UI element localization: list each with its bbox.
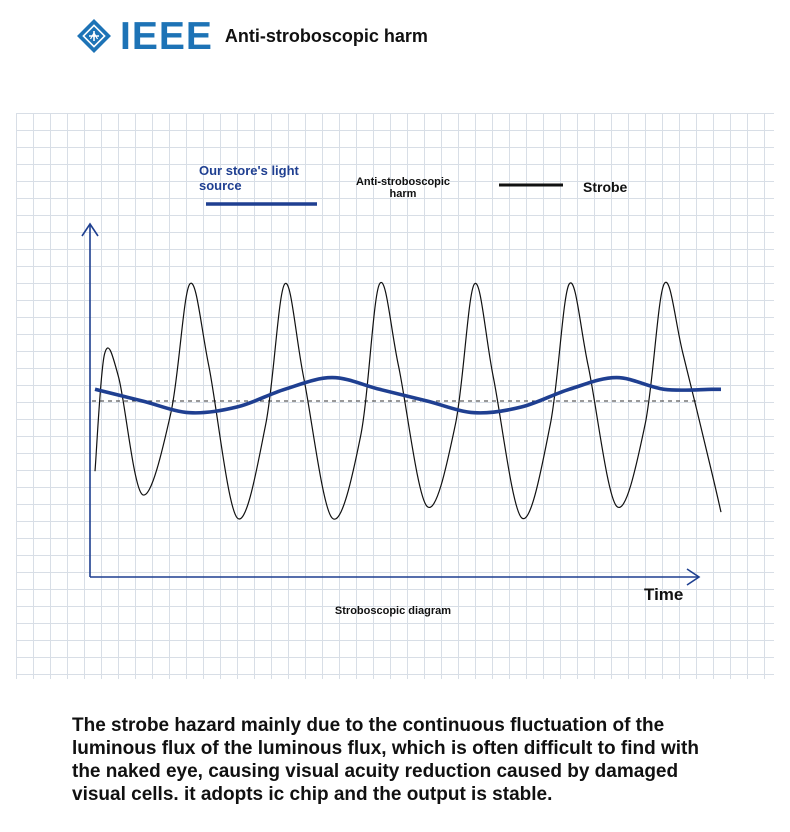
description-text: The strobe hazard mainly due to the continuous fluctuation of the luminous flux of the luminous flux, which is often difficult to find with the naked eye, causing visual acuity reduction caused by damaged visual cells. it adopts ic chip and the output is stable. — [72, 715, 699, 805]
chart-caption: Stroboscopic diagram — [334, 605, 452, 617]
legend-label-light-source-line1: Our store's light — [199, 163, 299, 178]
legend-label-anti-strobe-line1: Anti-stroboscopic — [355, 176, 451, 188]
x-axis — [90, 569, 699, 585]
series-light-source-line — [95, 378, 721, 413]
legend-label-light-source-line2: source — [199, 178, 242, 193]
legend-label-strobe: Strobe — [583, 179, 628, 195]
x-axis-label: Time — [644, 585, 684, 604]
page-title: Anti-stroboscopic harm — [224, 25, 428, 46]
logo-text: IEEE — [120, 14, 213, 58]
legend-label-anti-strobe-line2: harm — [389, 188, 417, 200]
